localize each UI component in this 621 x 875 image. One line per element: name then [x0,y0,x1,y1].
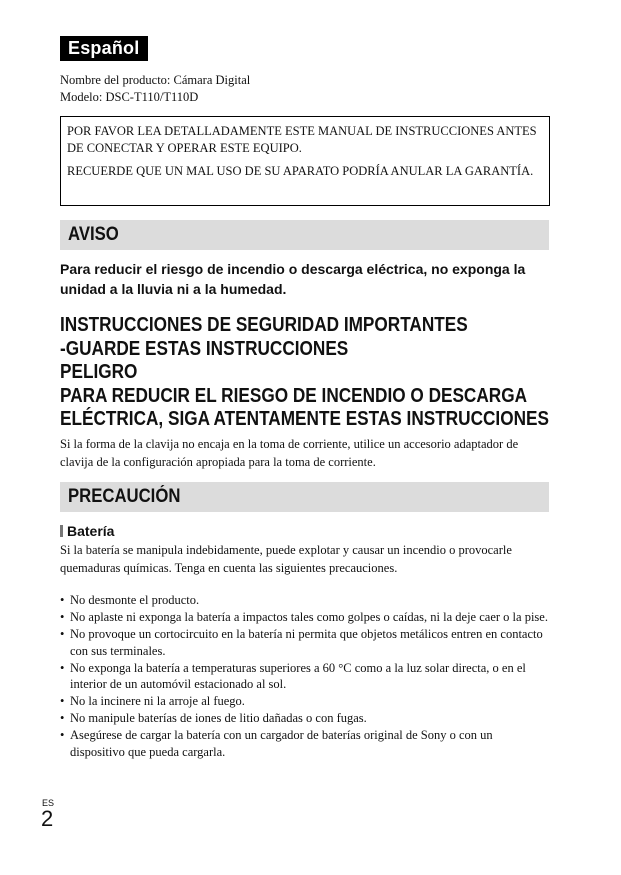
safety-heading-line: PELIGRO [60,361,138,383]
safety-heading [60,314,600,432]
list-item: • No aplaste ni exponga la batería a impactos tales como golpes o caídas, ni la deje caer o la pise. [60,610,548,624]
plug-text: Si la forma de la clavija no encaja en la toma de corriente, utilice un accesorio adaptador de clavija de la configuración apropiada para la toma de corriente. [60,437,519,469]
safety-heading-line: ELÉCTRICA, SIGA ATENTAMENTE ESTAS INSTRUCCIONES [60,408,549,430]
bullet-icon: • [60,627,65,641]
bullet-icon: • [60,593,65,607]
safety-heading-line: -GUARDE ESTAS INSTRUCCIONES [60,337,349,360]
page-number: 2 [41,806,54,831]
bullet-icon: • [60,728,65,742]
product-model: Modelo: DSC-T110/T110D [60,90,199,104]
language-tab: Español [60,36,148,61]
notice-box [60,116,550,206]
safety-heading-line: INSTRUCCIONES DE SEGURIDAD IMPORTANTES [60,314,468,336]
list-item: • No la incinere ni la arroje al fuego. [60,694,245,708]
bullet-icon: • [60,711,65,725]
product-info [60,72,250,106]
bullet-icon: • [60,610,65,624]
product-name: Nombre del producto: Cámara Digital [60,73,251,87]
bullet-icon: • [60,660,65,675]
notice-paragraph-2: RECUERDE QUE UN MAL USO DE SU APARATO PODRÍA ANULAR LA GARANTÍA. [67,164,534,178]
precaucion-heading: PRECAUCIÓN [60,482,549,512]
safety-heading-line: PARA REDUCIR EL RIESGO DE INCENDIO O DESCARGA [60,384,528,407]
list-item: • Asegúrese de cargar la batería con un cargador de baterías original de Sony o con un dispositivo que pueda cargarla. [60,728,493,759]
precaution-list [60,592,550,761]
aviso-heading: AVISO [60,220,549,250]
list-item: • No exponga la batería a temperaturas superiores a 60 °C como a la luz solar directa, o en el interior de un automóvil estacionado al sol. [60,660,526,691]
bullet-icon: • [60,694,65,708]
notice-paragraph-1: POR FAVOR LEA DETALLADAMENTE ESTE MANUAL DE INSTRUCCIONES ANTES DE CONECTAR Y OPERAR ESTE EQUIPO. [67,124,537,155]
battery-heading: Batería [60,523,114,540]
aviso-text: Para reducir el riesgo de incendio o descarga eléctrica, no exponga la unidad a la lluvia ni a la humedad. [60,261,526,297]
list-item: • No desmonte el producto. [60,593,200,607]
heading-bar-icon [60,525,63,537]
battery-text: Si la batería se manipula indebidamente, puede explotar y causar un incendio o provocarle quemaduras químicas. Tenga en cuenta las siguientes precauciones. [60,543,512,575]
page-language-code: ES [42,798,55,808]
list-item: • No provoque un cortocircuito en la batería ni permita que objetos metálicos entren en contacto con sus terminales. [60,627,543,658]
list-item: • No manipule baterías de iones de litio dañadas o con fugas. [60,711,367,725]
